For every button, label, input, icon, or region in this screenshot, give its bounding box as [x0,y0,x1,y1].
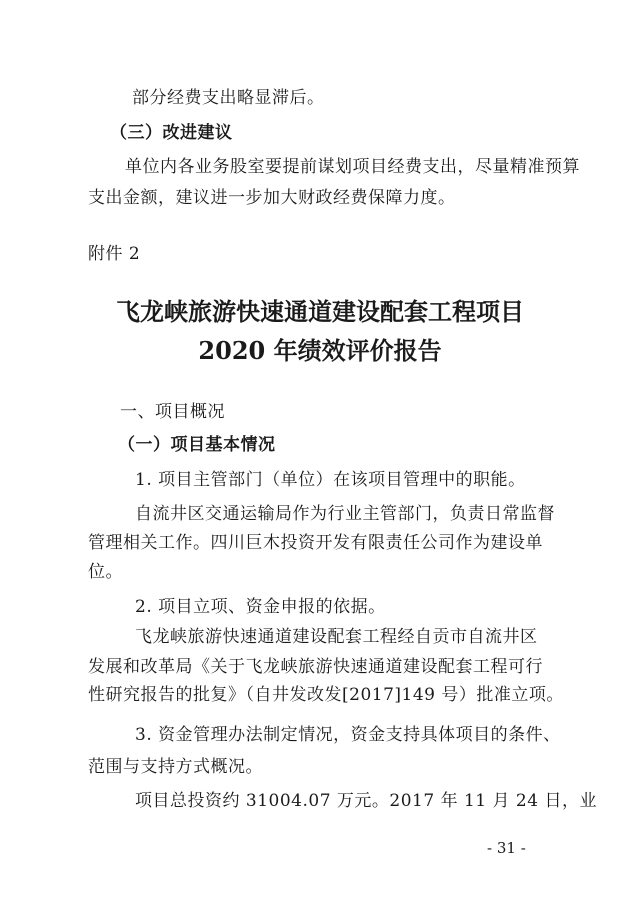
body-text-line: 项目总投资约 31004.07 万元。2017 年 11 月 24 日，业 [135,791,597,811]
body-text-line: 管理相关工作。四川巨木投资开发有限责任公司作为建设单 [88,533,543,553]
body-text-line: 发展和改革局《关于飞龙峡旅游快速通道建设配套工程可行 [88,657,543,677]
body-text-line: 1. 项目主管部门（单位）在该项目管理中的职能。 [135,470,526,490]
body-text-line: 单位内各业务股室要提前谋划项目经费支出，尽量精准预算 [125,157,580,177]
body-text-line: 位。 [88,562,123,582]
section-heading-improvement: （三）改进建议 [110,123,233,143]
body-text-line: 自流井区交通运输局作为行业主管部门，负责日常监督 [135,504,555,524]
body-text-line: 2. 项目立项、资金申报的依据。 [135,597,386,617]
body-text-line: 范围与支持方式概况。 [88,757,263,777]
section-heading-overview: 一、项目概况 [120,402,225,422]
report-title-line-1: 飞龙峡旅游快速通道建设配套工程项目 [116,297,524,326]
attachment-label: 附件 2 [88,244,141,264]
body-text-line: 性研究报告的批复》（自井发改发[2017]149 号）批准立项。 [88,685,564,705]
report-title-line-2: 2020 年绩效评价报告 [198,336,442,365]
subsection-heading-basic-info: （一）项目基本情况 [118,435,276,455]
page-number: - 31 - [487,839,526,857]
body-text-line: 3. 资金管理办法制定情况，资金支持具体项目的条件、 [135,725,561,745]
body-text-line: 飞龙峡旅游快速通道建设配套工程经自贡市自流井区 [135,627,538,647]
body-text-line: 部分经费支出略显滞后。 [132,88,325,108]
body-text-line: 支出金额，建议进一步加大财政经费保障力度。 [88,188,456,208]
